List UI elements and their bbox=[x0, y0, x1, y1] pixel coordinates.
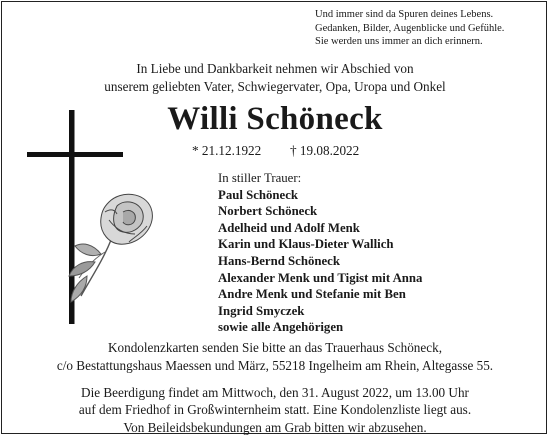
mourner-name: Karin und Klaus-Dieter Wallich bbox=[218, 237, 394, 252]
mourner-name: Ingrid Smyczek bbox=[218, 303, 305, 318]
death-date: † 19.08.2022 bbox=[290, 143, 360, 158]
mourner-name: Hans-Bernd Schöneck bbox=[218, 253, 340, 268]
poem-line: Gedanken, Bilder, Augenblicke und Gefühle. bbox=[315, 22, 505, 34]
mourners-list bbox=[218, 170, 422, 336]
poem bbox=[315, 8, 504, 49]
mourner-name: Adelheid und Adolf Menk bbox=[218, 220, 360, 235]
mourners-lead: In stiller Trauer: bbox=[218, 171, 302, 185]
condolence-line: Kondolenzkarten senden Sie bitte an das Trauerhaus Schöneck, bbox=[107, 340, 442, 355]
poem-line: Und immer sind da Spuren deines Lebens. bbox=[315, 9, 494, 20]
rose-icon bbox=[69, 194, 152, 302]
birth-date: * 21.12.1922 bbox=[192, 143, 262, 158]
condolence-line: c/o Bestattungshaus Maessen und März, 55218 Ingelheim am Rhein, Altegasse 55. bbox=[56, 357, 494, 373]
funeral-info bbox=[0, 384, 550, 436]
deceased-name: Willi Schöneck bbox=[167, 101, 383, 137]
poem-line: Sie werden uns immer an dich erinnern. bbox=[315, 36, 483, 47]
mourner-name: Norbert Schöneck bbox=[218, 204, 318, 219]
condolence-info bbox=[0, 339, 550, 375]
mourner-name: sowie alle Angehörigen bbox=[218, 320, 344, 335]
life-dates bbox=[192, 143, 360, 159]
cross-and-rose bbox=[25, 110, 185, 325]
intro-line: unserem geliebten Vater, Schwiegervater, Opa, Uropa und Onkel bbox=[104, 78, 446, 94]
funeral-line: auf dem Friedhof in Großwinternheim statt. Eine Kondolenzliste liegt aus. bbox=[78, 402, 472, 418]
funeral-line: Von Beileidsbekundungen am Grab bitten wir abzusehen. bbox=[123, 419, 427, 435]
mourner-name: Andre Menk und Stefanie mit Ben bbox=[218, 287, 406, 302]
intro-line: In Liebe und Dankbarkeit nehmen wir Abschied von bbox=[136, 61, 414, 76]
mourner-name: Paul Schöneck bbox=[218, 187, 298, 202]
mourner-name: Alexander Menk und Tigist mit Anna bbox=[218, 270, 423, 285]
funeral-line: Die Beerdigung findet am Mittwoch, den 31. August 2022, um 13.00 Uhr bbox=[81, 385, 469, 400]
intro-text bbox=[0, 60, 550, 95]
